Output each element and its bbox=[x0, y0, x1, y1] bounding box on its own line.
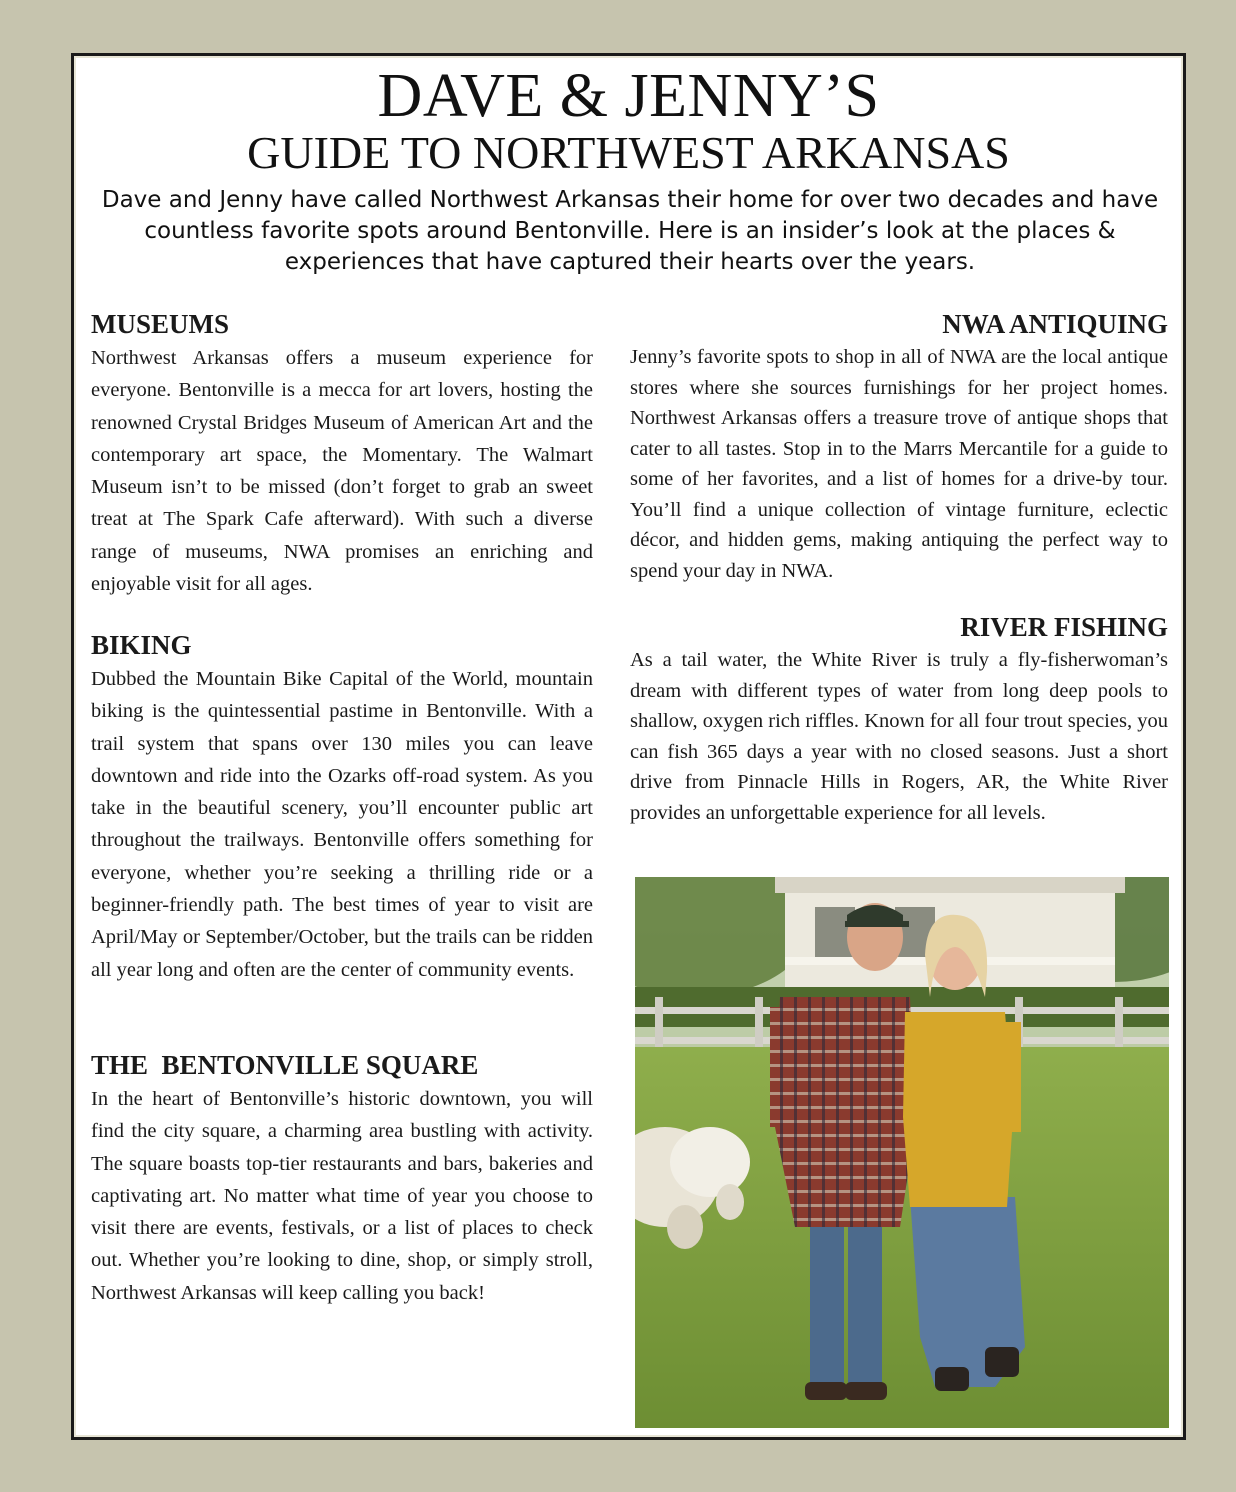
square-heading: THE BENTONVILLE SQUARE bbox=[91, 1050, 479, 1080]
antiquing-heading: NWA ANTIQUING bbox=[942, 309, 1168, 339]
museums-section bbox=[91, 308, 593, 600]
fishing-body: As a tail water, the White River is truly a fly-fisherwoman’s dream with different types of water from long deep pools to shallow, oxygen rich riffles. Known for all four trout species, you can fish 365 days a year with no closed seasons. Just a short drive from Pinnacle Hills in Rogers, AR, the White River provides an unforgettable experience for all levels. bbox=[630, 649, 1168, 824]
biking-body: Dubbed the Mountain Bike Capital of the World, mountain biking is the quintessential pastime in Bentonville. With a trail system that spans over 130 miles you can leave downtown and ride into the Ozarks off-road system. As you take in the beautiful scenery, you’ll encounter public art throughout the trailways. Bentonville offers something for everyone, whether you’re seeking a thrilling ride or a beginner-friendly path. The best times of year to visit are April/May or September/October, but the trails can be ridden all year long and often are the center of community events. bbox=[91, 668, 593, 981]
fishing-section bbox=[630, 611, 1168, 828]
square-section bbox=[91, 1049, 593, 1309]
farmhouse-roof bbox=[775, 877, 1125, 893]
museums-body: Northwest Arkansas offers a museum experience for everyone. Bentonville is a mecca for art lovers, hosting the renowned Crystal Bridges Museum of American Art and the contemporary art space, the Momentary. The Walmart Museum isn’t to be missed (don’t forget to grab an sweet treat at The Spark Cafe afterward). With such a diverse range of museums, NWA promises an enriching and enjoyable visit for all ages. bbox=[91, 347, 593, 596]
guide-page bbox=[71, 53, 1186, 1440]
couple-photo bbox=[635, 877, 1169, 1428]
intro-paragraph: Dave and Jenny have called Northwest Arkansas their home for over two decades and have countless favorite spots around Bentonville. Here is an insider’s look at the places & experiences that have captured their hearts over the years. bbox=[101, 187, 1159, 275]
page-subtitle: GUIDE TO NORTHWEST ARKANSAS bbox=[247, 127, 1010, 178]
antiquing-body: Jenny’s favorite spots to shop in all of NWA are the local antique stores where she sources furnishings for her project homes. Northwest Arkansas offers a treasure trove of antique shops that cater to all tastes. Stop in to the Marrs Mercantile for a guide to some of her favorites, and a list of homes for a drive-by tour. You’ll find a unique collection of vintage furniture, eclectic décor, and hidden gems, making antiquing the perfect way to spend your day in NWA. bbox=[630, 346, 1168, 582]
antiquing-section bbox=[630, 308, 1168, 586]
couple-photo-illustration bbox=[635, 877, 1169, 1428]
fishing-heading: RIVER FISHING bbox=[960, 612, 1168, 642]
museums-heading: MUSEUMS bbox=[91, 309, 230, 339]
page-title: DAVE & JENNY’S bbox=[377, 62, 880, 130]
biking-heading: BIKING bbox=[91, 630, 192, 660]
square-body: In the heart of Bentonville’s historic downtown, you will find the city square, a charming area bustling with activity. The square boasts top-tier restaurants and bars, bakeries and captivating art. No matter what time of year you choose to visit there are events, festivals, or a list of places to check out. Whether you’re looking to dine, shop, or simply stroll, Northwest Arkansas will keep calling you back! bbox=[91, 1088, 593, 1304]
biking-section bbox=[91, 629, 593, 986]
